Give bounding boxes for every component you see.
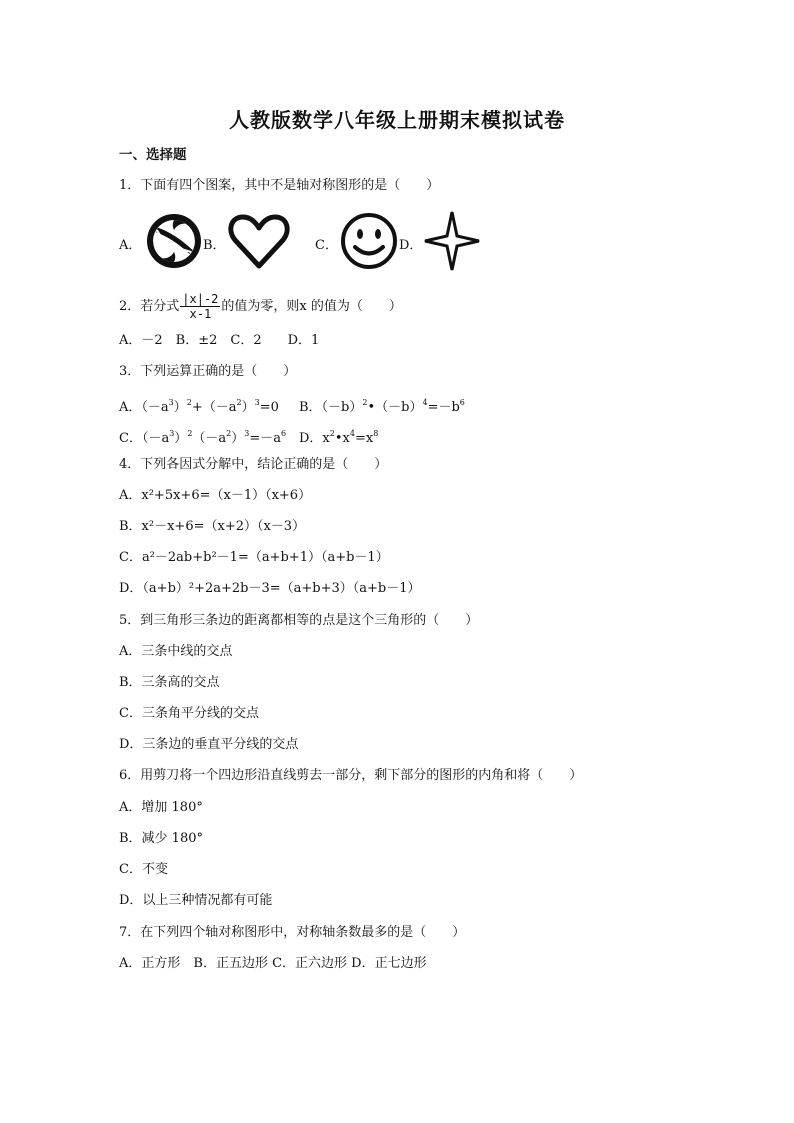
- fraction-denominator: x-1: [189, 307, 212, 321]
- four-point-star-icon: [423, 210, 481, 276]
- section-heading: 一、选择题: [119, 147, 187, 163]
- question-5-stem: 5．到三角形三条边的距离都相等的点是这个三角形的（ ）: [119, 613, 479, 628]
- option-d-label: D．: [399, 238, 423, 253]
- option-b-label: B．: [203, 238, 226, 253]
- question-4-option-d: D．（a+b）²+2a+2b－3=（a+b+3）（a+b－1）: [119, 581, 421, 596]
- question-2-stem: [119, 292, 402, 321]
- question-6-option-d: D．以上三种情况都有可能: [119, 893, 273, 908]
- question-3-option-b: B．$(-b)^2•(-b)^4=-b^6$: [299, 398, 465, 415]
- option-a-label: A．: [119, 238, 142, 253]
- question-7-stem: 7．在下列四个轴对称图形中，对称轴条数最多的是（ ）: [119, 925, 466, 940]
- question-2-post: 的值为零，则x 的值为（ ）: [221, 299, 402, 314]
- question-5-option-a: A．三条中线的交点: [119, 644, 233, 659]
- question-1-stem: 1．下面有四个图案，其中不是轴对称图形的是（ ）: [119, 178, 440, 193]
- question-3-option-c: C．$(-a^3)^2(-a^2)^3=-a^6$: [119, 429, 287, 446]
- question-3-option-a: A．$(-a^3)^2+(-a^2)^3=0$: [119, 398, 279, 415]
- question-3-stem: 3．下列运算正确的是（ ）: [119, 364, 297, 379]
- question-4-stem: 4．下列各因式分解中，结论正确的是（ ）: [119, 457, 388, 472]
- question-3-option-d: D．$x^2•x^4=x^8$: [299, 429, 379, 446]
- fraction-numerator: |x|-2: [182, 292, 219, 306]
- question-6-option-c: C．不变: [119, 862, 168, 877]
- question-2-pre: 2．若分式: [119, 299, 180, 314]
- question-5-option-d: D．三条边的垂直平分线的交点: [119, 737, 299, 752]
- question-4-option-b: B．x²－x+6=（x+2）（x－3）: [119, 519, 306, 534]
- question-7-options: A．正方形 B．正五边形 C．正六边形 D．正七边形: [119, 956, 427, 971]
- smiley-face-icon: [339, 210, 399, 276]
- heart-icon: [227, 212, 291, 276]
- question-6-option-b: B．减少 180°: [119, 831, 203, 846]
- question-2-options: A．－2 B．±2 C．2 D．1: [119, 333, 320, 348]
- question-4-option-c: C．a²－2ab+b²－1=（a+b+1）（a+b－1）: [119, 550, 389, 565]
- page-title: 人教版数学八年级上册期末模拟试卷: [229, 108, 565, 132]
- question-4-option-a: A．x²+5x+6=（x－1）（x+6）: [119, 488, 312, 503]
- question-5-option-c: C．三条角平分线的交点: [119, 706, 259, 721]
- option-c-label: C．: [315, 238, 338, 253]
- question-6-stem: 6．用剪刀将一个四边形沿直线剪去一部分，剩下部分的图形的内角和将（ ）: [119, 768, 583, 783]
- question-6-option-a: A．增加 180°: [119, 800, 203, 815]
- yin-yang-like-icon: [143, 210, 205, 276]
- question-5-option-b: B．三条高的交点: [119, 675, 220, 690]
- question-1-options: [119, 210, 499, 274]
- fraction: [180, 292, 220, 321]
